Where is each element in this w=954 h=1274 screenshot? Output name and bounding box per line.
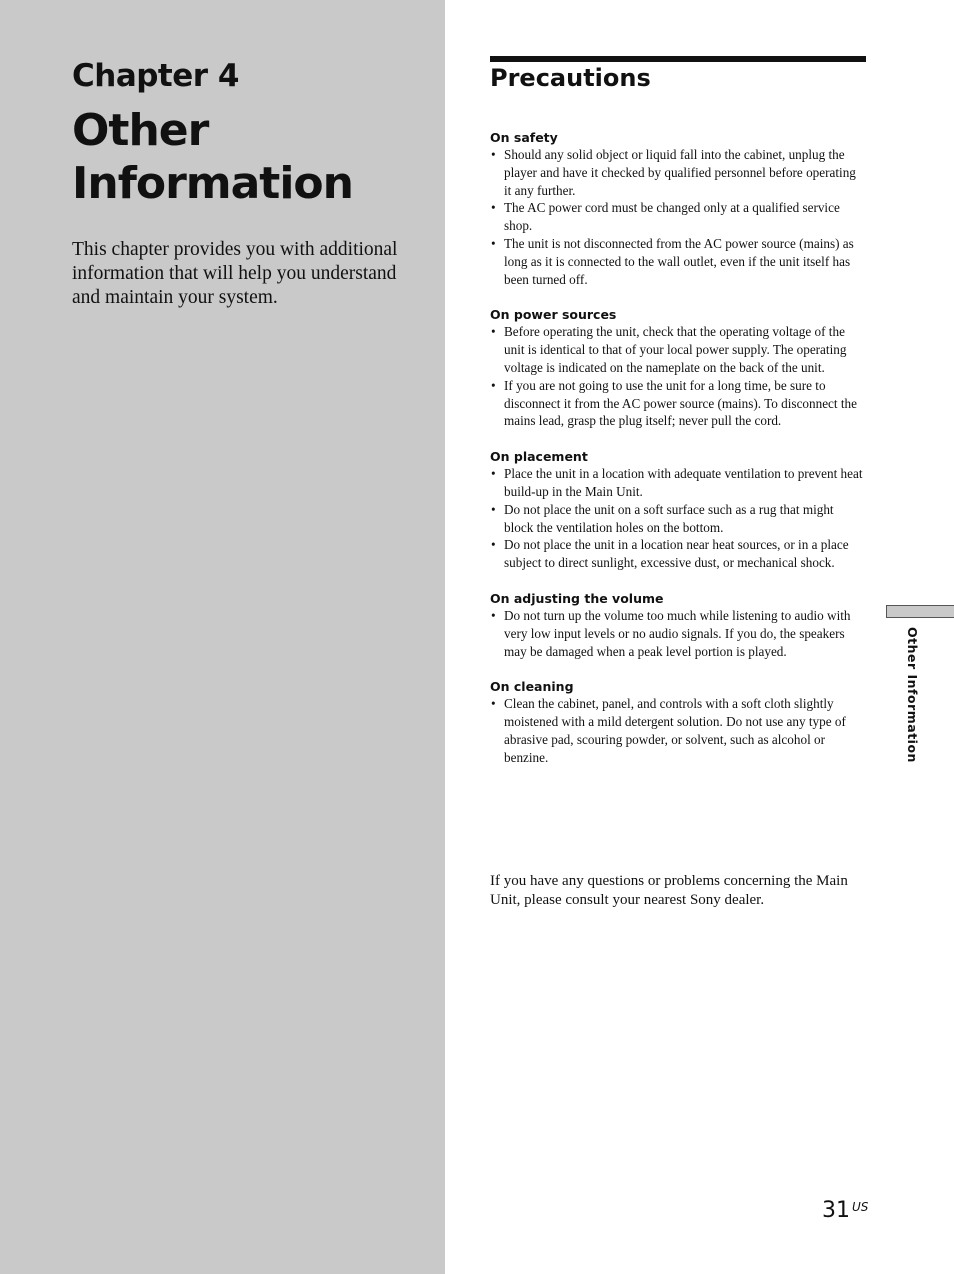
side-tab-label: Other Information: [905, 627, 920, 763]
subsection-cleaning: [490, 678, 866, 766]
subsection-safety: [490, 129, 866, 288]
chapter-intro: This chapter provides you with additional information that will help you understand and maintain your system.: [72, 239, 398, 308]
list-item: • The unit is not disconnected from the AC power source (mains) as long as it is connected to the wall outlet, even if the unit itself has been turned off.: [490, 235, 866, 288]
list-item: • Clean the cabinet, panel, and controls with a soft cloth slightly moistened with a mild detergent solution. Do not use any type of abrasive pad, scouring powder, or solvent, such as alcohol or benzine.: [490, 695, 866, 766]
page-number: [822, 1198, 868, 1223]
bullet-list: [490, 695, 866, 766]
list-item: • If you are not going to use the unit for a long time, be sure to disconnect it from the AC power source (mains). To disconnect the mains lead, grasp the plug itself; never pull the cord.: [490, 377, 866, 430]
list-item: • Do not place the unit on a soft surface such as a rug that might block the ventilation holes on the bottom.: [490, 501, 866, 537]
list-item: • Should any solid object or liquid fall into the cabinet, unplug the player and have it checked by qualified personnel before operating it any further.: [490, 146, 866, 199]
section-title: Precautions: [490, 64, 651, 92]
chapter-title: [72, 104, 353, 210]
list-item: • Do not place the unit in a location near heat sources, or in a place subject to direct sunlight, excessive dust, or mechanical shock.: [490, 536, 866, 572]
subsection-heading: On cleaning: [490, 679, 574, 695]
list-item: • Do not turn up the volume too much while listening to audio with very low input levels or no audio signals. If you do, the speakers may be damaged when a peak level portion is played.: [490, 607, 866, 660]
chapter-title-line1: Other: [72, 105, 209, 156]
subsection-heading: On placement: [490, 449, 588, 465]
bullet-list: [490, 465, 866, 572]
subsection-power-sources: [490, 306, 866, 430]
bullet-list: [490, 323, 866, 430]
list-item: • Place the unit in a location with adequate ventilation to prevent heat build-up in the Main Unit.: [490, 465, 866, 501]
precautions-content: [490, 129, 866, 767]
subsection-heading: On safety: [490, 130, 558, 145]
section-top-rule: [490, 56, 866, 62]
bullet-list: [490, 607, 866, 660]
closing-note: If you have any questions or problems concerning the Main Unit, please consult your nearest Sony dealer.: [490, 873, 848, 908]
subsection-placement: [490, 448, 866, 572]
chapter-title-line2: Information: [72, 158, 353, 209]
chapter-panel: [0, 0, 445, 1274]
subsection-heading: On power sources: [490, 307, 617, 323]
list-item: • The AC power cord must be changed only at a qualified service shop.: [490, 199, 866, 235]
subsection-adjusting-volume: [490, 590, 866, 660]
side-tab-marker: [886, 605, 954, 618]
subsection-heading: On adjusting the volume: [490, 590, 664, 606]
page-number-suffix: US: [852, 1200, 869, 1214]
bullet-list: [490, 146, 866, 288]
list-item: • Before operating the unit, check that the operating voltage of the unit is identical to that of your local power supply. The operating voltage is indicated on the nameplate on the back of the unit.: [490, 323, 866, 376]
chapter-label: Chapter 4: [72, 58, 239, 94]
page-number-value: 31: [822, 1198, 850, 1223]
